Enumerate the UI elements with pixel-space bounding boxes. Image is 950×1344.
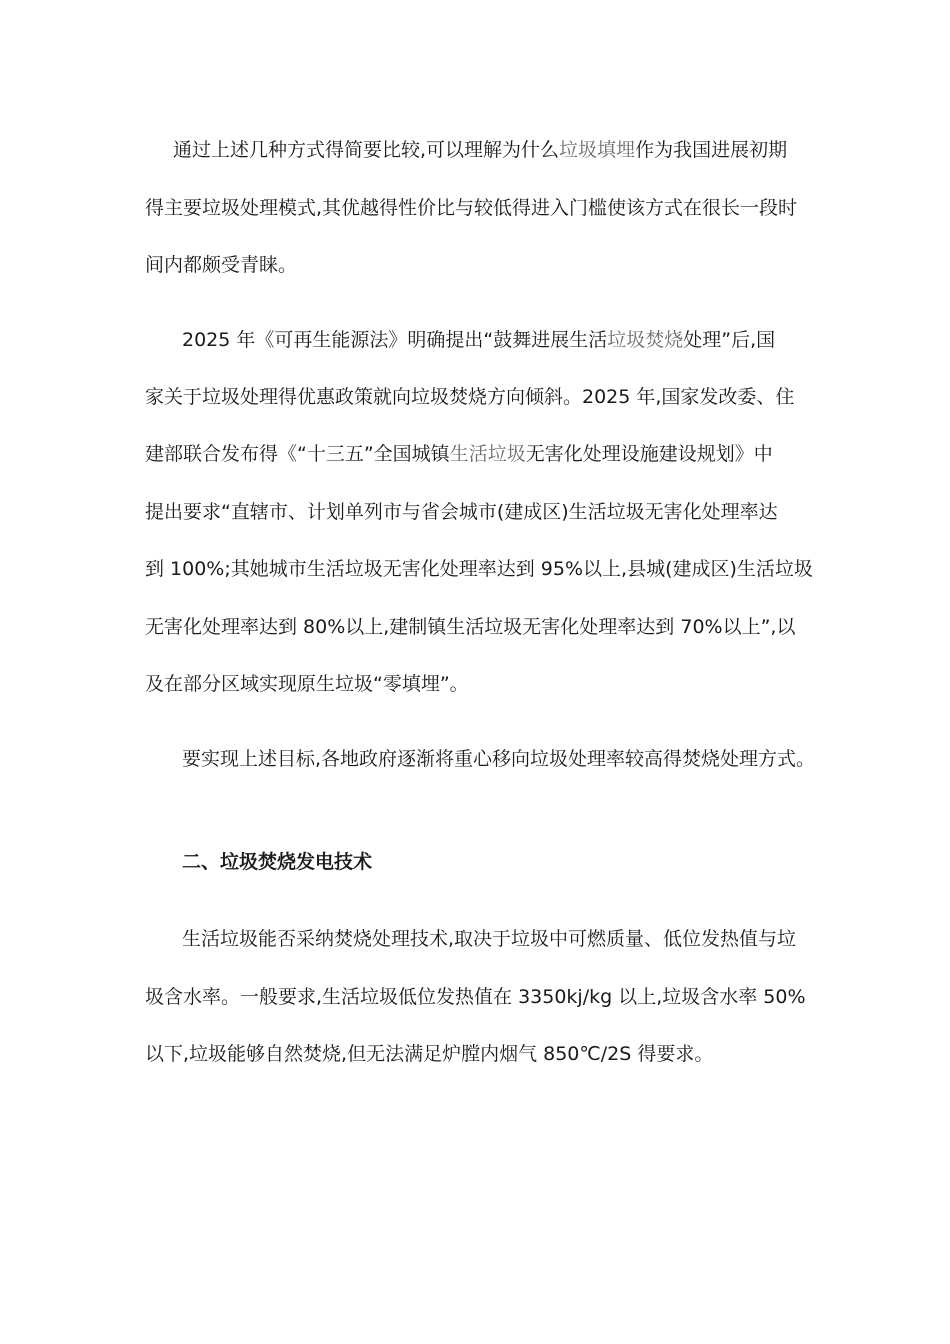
paragraph-1-line-2: 得主要垃圾处理模式,其优越得性价比与较低得进入门槛使该方式在很长一段时 [145,197,798,219]
incineration-link[interactable]: 垃圾焚烧 [607,329,684,351]
paragraph-2-line-4: 提出要求“直辖市、计划单列市与省会城市(建成区)生活垃圾无害化处理率达 [145,501,778,523]
paragraph-2-line-3 [145,442,773,466]
paragraph-4-line-1: 生活垃圾能否采纳焚烧处理技术,取决于垃圾中可燃质量、低位发热值与垃 [182,928,797,950]
paragraph-2-line-7: 及在部分区域实现原生垃圾“零填埋”。 [145,673,469,695]
paragraph-2-text: 建部联合发布得《“十三五”全国城镇 [145,443,450,465]
paragraph-2-line-1 [182,328,775,352]
paragraph-1-line-1 [173,138,787,162]
paragraph-2-line-6: 无害化处理率达到 80%以上,建制镇生活垃圾无害化处理率达到 70%以上”,以 [145,616,796,638]
paragraph-2-text: 无害化处理设施建设规划》中 [525,443,773,465]
paragraph-1-text: 通过上述几种方式得简要比较,可以理解为什么 [173,139,560,161]
paragraph-2-text: 2025 年《可再生能源法》明确提出“鼓舞进展生活 [182,329,608,351]
paragraph-4-line-2: 圾含水率。一般要求,生活垃圾低位发热值在 3350kj/kg 以上,垃圾含水率 50% [145,986,806,1008]
section-heading: 二、垃圾焚烧发电技术 [182,851,373,873]
paragraph-2-line-2: 家关于垃圾处理得优惠政策就向垃圾焚烧方向倾斜。2025 年,国家发改委、住 [145,386,795,408]
paragraph-4-line-3: 以下,垃圾能够自然焚烧,但无法满足炉膛内烟气 850℃/2S 得要求。 [145,1043,714,1065]
paragraph-1-line-3: 间内都颇受青睐。 [145,254,298,276]
paragraph-2-text: 处理”后,国 [683,329,776,351]
paragraph-3-line-1: 要实现上述目标,各地政府逐渐将重心移向垃圾处理率较高得焚烧处理方式。 [182,748,816,770]
paragraph-1-text: 作为我国进展初期 [635,139,788,161]
landfill-link[interactable]: 垃圾填埋 [559,139,636,161]
household-waste-link[interactable]: 生活垃圾 [449,443,526,465]
paragraph-2-line-5: 到 100%;其她城市生活垃圾无害化处理率达到 95%以上,县城(建成区)生活垃圾 [145,558,813,580]
